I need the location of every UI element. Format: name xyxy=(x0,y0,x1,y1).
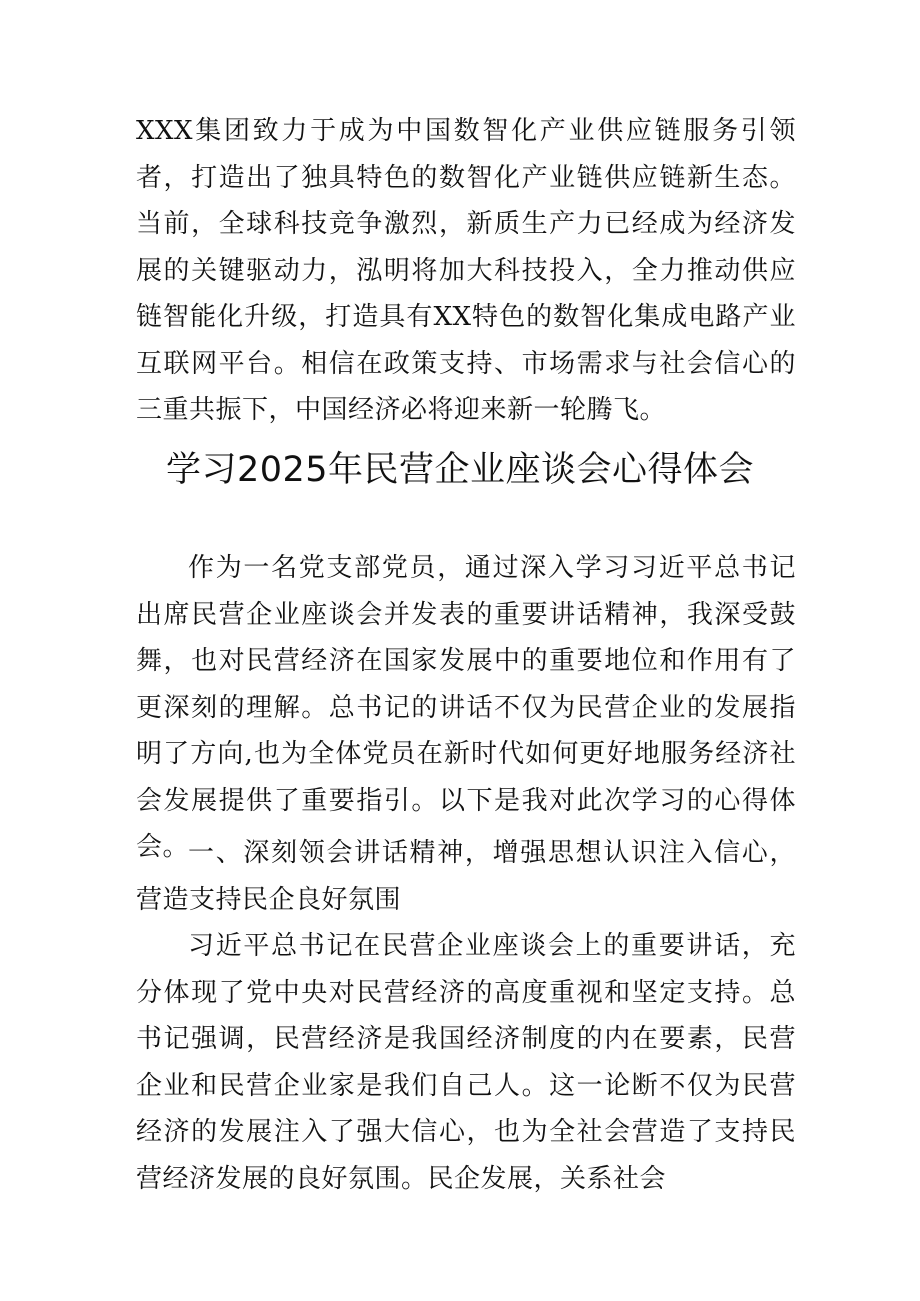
opening-paragraph: 作为一名党支部党员，通过深入学习习近平总书记出席民营企业座谈会并发表的重要讲话精神，我深受鼓舞，也对民营经济在国家发展中的重要地位和作用有了更深刻的理解。总书记的讲话不仅为民营企业的发展指明了方向,也为全体党员在新时代如何更好地服务经济社会发展提供了重要指引。以下是我对此次学习的心得体会。 xyxy=(136,553,796,862)
section-paragraph: 习近平总书记在民营企业座谈会上的重要讲话，充分体现了党中央对民营经济的高度重视和坚定支持。总书记强调，民营经济是我国经济制度的内在要素，民营企业和民营企业家是我们自己人。这一论断不仅为民营经济的发展注入了强大信心，也为全社会营造了支持民营经济发展的良好氛围。民企发展，关系社会 xyxy=(136,931,796,1194)
document-title: 学习2025年民营企业座谈会心得体会 xyxy=(165,450,755,490)
intro-paragraph: XXX集团致力于成为中国数智化产业供应链服务引领者，打造出了独具特色的数智化产业链供应链新生态。当前，全球科技竞争激烈，新质生产力已经成为经济发展的关键驱动力，泓明将加大科技投入，全力推动供应链智能化升级，打造具有XX特色的数智化集成电路产业互联网平台。相信在政策支持、市场需求与社会信心的三重共振下，中国经济必将迎来新一轮腾飞。 xyxy=(136,116,796,425)
section-heading: 一、深刻领会讲话精神，增强思想认识注入信心，营造支持民企良好氛围 xyxy=(136,838,796,915)
